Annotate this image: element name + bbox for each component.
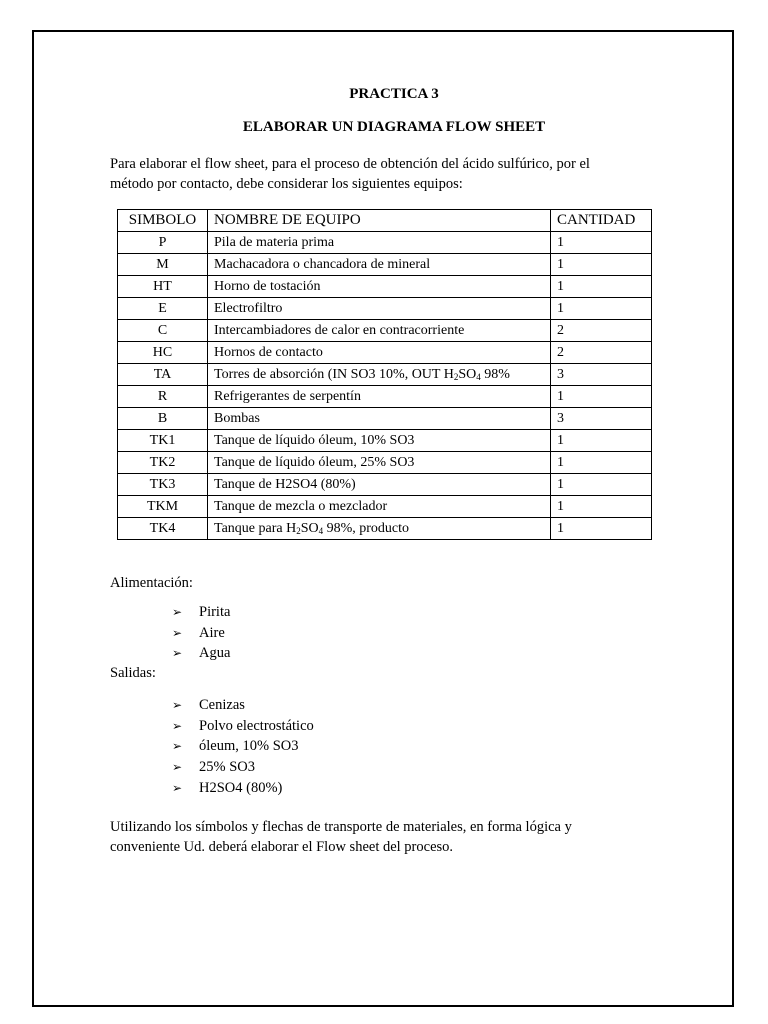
cell-quantity: 2 bbox=[551, 320, 652, 342]
table-header-row bbox=[118, 210, 652, 232]
column-header-name: NOMBRE DE EQUIPO bbox=[208, 210, 551, 232]
list-item bbox=[172, 602, 230, 623]
arrow-bullet-icon: ➢ bbox=[172, 646, 183, 661]
outputs-list bbox=[172, 695, 314, 798]
cell-quantity: 1 bbox=[551, 474, 652, 496]
closing-paragraph bbox=[110, 817, 650, 857]
feed-label: Alimentación: bbox=[110, 575, 193, 591]
equipment-table bbox=[117, 209, 652, 540]
table-row bbox=[118, 298, 652, 320]
cell-symbol: TK1 bbox=[118, 430, 208, 452]
outputs-label: Salidas: bbox=[110, 665, 156, 681]
table-row bbox=[118, 342, 652, 364]
cell-symbol: R bbox=[118, 386, 208, 408]
arrow-bullet-icon: ➢ bbox=[172, 605, 183, 620]
cell-quantity: 1 bbox=[551, 232, 652, 254]
cell-equipment-name: Torres de absorción (IN SO3 10%, OUT $H_2SO_4$ 98% bbox=[208, 364, 551, 386]
table-row bbox=[118, 364, 652, 386]
cell-equipment-name: Horno de tostación bbox=[208, 276, 551, 298]
list-item-text: Agua bbox=[199, 645, 231, 662]
table-row bbox=[118, 452, 652, 474]
closing-line: conveniente Ud. deberá elaborar el Flow sheet del proceso. bbox=[110, 839, 454, 855]
cell-equipment-name: Hornos de contacto bbox=[208, 342, 551, 364]
page-subtitle: ELABORAR UN DIAGRAMA FLOW SHEET bbox=[242, 119, 546, 135]
list-item-text: Polvo electrostático bbox=[199, 717, 314, 734]
cell-quantity: 1 bbox=[551, 254, 652, 276]
cell-equipment-name: Tanque de líquido óleum, 25% SO3 bbox=[208, 452, 551, 474]
list-item-text: óleum, 10% SO3 bbox=[199, 738, 299, 755]
cell-equipment-name: Bombas bbox=[208, 408, 551, 430]
page-title: PRACTICA 3 bbox=[349, 86, 439, 102]
column-header-quantity: CANTIDAD bbox=[551, 210, 652, 232]
table-row bbox=[118, 430, 652, 452]
table-body bbox=[118, 232, 652, 540]
cell-symbol: TA bbox=[118, 364, 208, 386]
cell-equipment-name: Electrofiltro bbox=[208, 298, 551, 320]
cell-symbol: M bbox=[118, 254, 208, 276]
cell-quantity: 3 bbox=[551, 364, 652, 386]
cell-equipment-name: Tanque para $H_2SO_4$ 98%, producto bbox=[208, 518, 551, 540]
cell-symbol: B bbox=[118, 408, 208, 430]
list-item bbox=[172, 736, 314, 757]
cell-symbol: P bbox=[118, 232, 208, 254]
cell-equipment-name: Machacadora o chancadora de mineral bbox=[208, 254, 551, 276]
cell-equipment-name: Refrigerantes de serpentín bbox=[208, 386, 551, 408]
cell-quantity: 1 bbox=[551, 496, 652, 518]
cell-equipment-name: Tanque de H2SO4 (80%) bbox=[208, 474, 551, 496]
arrow-bullet-icon: ➢ bbox=[172, 780, 183, 795]
cell-symbol: C bbox=[118, 320, 208, 342]
list-item bbox=[172, 643, 230, 664]
arrow-bullet-icon: ➢ bbox=[172, 760, 183, 775]
list-item bbox=[172, 716, 314, 737]
arrow-bullet-icon: ➢ bbox=[172, 625, 183, 640]
cell-symbol: TK2 bbox=[118, 452, 208, 474]
table-row bbox=[118, 386, 652, 408]
list-item bbox=[172, 757, 314, 778]
cell-symbol: TK3 bbox=[118, 474, 208, 496]
cell-quantity: 1 bbox=[551, 452, 652, 474]
cell-quantity: 2 bbox=[551, 342, 652, 364]
intro-line: método por contacto, debe considerar los siguientes equipos: bbox=[110, 176, 463, 192]
intro-line: Para elaborar el flow sheet, para el proceso de obtención del ácido sulfúrico, por el bbox=[110, 156, 590, 172]
list-item-text: Pirita bbox=[199, 604, 231, 621]
table-row bbox=[118, 496, 652, 518]
cell-quantity: 1 bbox=[551, 298, 652, 320]
cell-quantity: 1 bbox=[551, 518, 652, 540]
cell-symbol: E bbox=[118, 298, 208, 320]
column-header-symbol: SIMBOLO bbox=[118, 210, 208, 232]
list-item-text: 25% SO3 bbox=[199, 759, 255, 776]
cell-equipment-name: Pila de materia prima bbox=[208, 232, 551, 254]
table-row bbox=[118, 232, 652, 254]
table-row bbox=[118, 474, 652, 496]
cell-quantity: 1 bbox=[551, 386, 652, 408]
cell-symbol: TKM bbox=[118, 496, 208, 518]
list-item-text: Aire bbox=[199, 624, 225, 641]
cell-symbol: HT bbox=[118, 276, 208, 298]
arrow-bullet-icon: ➢ bbox=[172, 739, 183, 754]
list-item-text: H2SO4 (80%) bbox=[199, 779, 283, 796]
feed-list bbox=[172, 602, 230, 664]
table-row bbox=[118, 276, 652, 298]
cell-quantity: 1 bbox=[551, 276, 652, 298]
table-row bbox=[118, 408, 652, 430]
list-item bbox=[172, 623, 230, 644]
closing-line: Utilizando los símbolos y flechas de transporte de materiales, en forma lógica y bbox=[110, 819, 572, 835]
cell-equipment-name: Tanque de mezcla o mezclador bbox=[208, 496, 551, 518]
table-row bbox=[118, 518, 652, 540]
cell-equipment-name: Tanque de líquido óleum, 10% SO3 bbox=[208, 430, 551, 452]
table-row bbox=[118, 254, 652, 276]
table-row bbox=[118, 320, 652, 342]
cell-quantity: 3 bbox=[551, 408, 652, 430]
list-item bbox=[172, 777, 314, 798]
cell-symbol: TK4 bbox=[118, 518, 208, 540]
list-item bbox=[172, 695, 314, 716]
cell-symbol: HC bbox=[118, 342, 208, 364]
list-item-text: Cenizas bbox=[199, 697, 245, 714]
arrow-bullet-icon: ➢ bbox=[172, 718, 183, 733]
intro-paragraph bbox=[110, 154, 650, 194]
cell-quantity: 1 bbox=[551, 430, 652, 452]
cell-equipment-name: Intercambiadores de calor en contracorriente bbox=[208, 320, 551, 342]
arrow-bullet-icon: ➢ bbox=[172, 698, 183, 713]
